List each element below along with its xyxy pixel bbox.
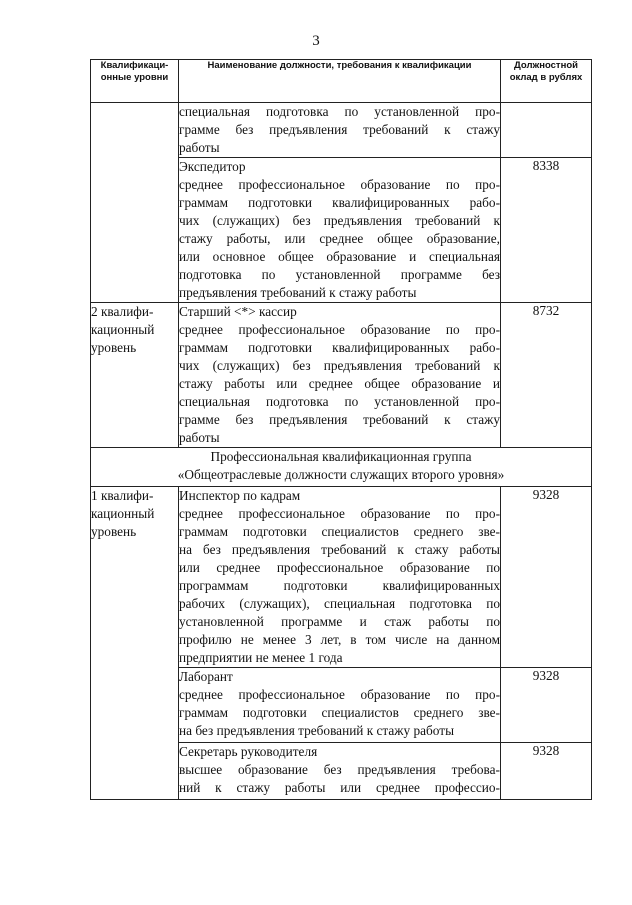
group-title: Профессиональная квалификационная группа — [210, 449, 472, 464]
desc-line: специальная подготовка по установленной про- — [179, 394, 500, 409]
desc-line: среднее профессиональное образование по про- — [179, 687, 500, 702]
desc-line: граммам подготовки квалифицированных рабо- — [179, 340, 500, 355]
salary-cell: 9328 — [501, 668, 592, 743]
group-subtitle: «Общеотраслевые должности служащих второго уровня» — [177, 467, 505, 482]
desc-line: или основное общее образование и специальная — [179, 249, 500, 264]
page-number: 3 — [312, 33, 320, 49]
description-cell — [179, 743, 501, 800]
desc-line: грамме без предъявления требований к стажу — [179, 122, 500, 137]
level-cell — [91, 303, 179, 448]
desc-line: граммам подготовки специалистов среднего зве- — [179, 524, 500, 539]
desc-line: специальная подготовка по установленной про- — [179, 104, 500, 119]
level-text: 1 квалифи- — [91, 488, 154, 503]
desc-line: на без предъявления требований к стажу работы — [179, 542, 500, 557]
desc-line: среднее профессиональное образование по про- — [179, 177, 500, 192]
table-row — [91, 303, 592, 448]
table-row — [91, 103, 592, 158]
salary-cell: 8338 — [501, 158, 592, 303]
salary-cell: 9328 — [501, 487, 592, 668]
desc-line: работы — [179, 140, 220, 155]
desc-line: или среднее профессиональное образование по — [179, 560, 500, 575]
desc-line: среднее профессиональное образование по про- — [179, 506, 500, 521]
desc-line: граммам подготовки специалистов среднего зве- — [179, 705, 500, 720]
header-salary — [501, 60, 592, 103]
position-title: Секретарь руководителя — [179, 744, 318, 759]
salary-cell: 9328 — [501, 743, 592, 800]
table-row — [91, 487, 592, 668]
desc-line: стажу работы или среднее общее образование и — [179, 376, 500, 391]
description-cell — [179, 668, 501, 743]
desc-line: работы — [179, 430, 220, 445]
level-text: кационный — [91, 322, 155, 337]
salary-cell — [501, 103, 592, 158]
position-title: Лаборант — [179, 669, 233, 684]
header-levels — [91, 60, 179, 103]
desc-line: предприятии не менее 1 года — [179, 650, 343, 665]
level-text: уровень — [91, 340, 137, 355]
desc-line: программам подготовки квалифицированных — [179, 578, 500, 593]
desc-line: чих (служащих) без предъявления требований к — [179, 358, 500, 373]
desc-line: среднее профессиональное образование по про- — [179, 322, 500, 337]
desc-line: профилю не менее 3 лет, в том числе на данном — [179, 632, 500, 647]
description-cell — [179, 487, 501, 668]
desc-line: на без предъявления требований к стажу работы — [179, 723, 455, 738]
header-text: онные уровни — [100, 72, 169, 83]
desc-line: рабочих (служащих), специальная подготовка по — [179, 596, 500, 611]
description-cell — [179, 103, 501, 158]
desc-line: чих (служащих) без предъявления требований к — [179, 213, 500, 228]
desc-line: грамме без предъявления требований к стажу — [179, 412, 500, 427]
level-text: кационный — [91, 506, 155, 521]
desc-line: подготовка по установленной программе без — [179, 267, 500, 282]
desc-line: стажу работы, или среднее общее образование, — [179, 231, 500, 246]
position-title: Экспедитор — [179, 159, 246, 174]
desc-line: высшее образование без предъявления требова- — [179, 762, 500, 777]
header-text: Должностной — [514, 60, 578, 71]
desc-line: предъявления требований к стажу работы — [179, 285, 417, 300]
level-cell — [91, 103, 179, 303]
description-cell — [179, 158, 501, 303]
salary-cell: 8732 — [501, 303, 592, 448]
level-text: уровень — [91, 524, 137, 539]
desc-line: установленной программе и стаж работы по — [179, 614, 500, 629]
group-row — [91, 448, 592, 487]
table-header-row — [91, 60, 592, 103]
header-position: Наименование должности, требования к квалификации — [179, 60, 501, 103]
header-text: оклад в рублях — [509, 72, 583, 83]
description-cell — [179, 303, 501, 448]
desc-line: граммам подготовки квалифицированных рабо- — [179, 195, 500, 210]
qualification-table — [90, 59, 592, 800]
group-heading — [91, 448, 592, 487]
desc-line: ний к стажу работы или среднее профессио- — [179, 780, 500, 795]
position-title: Инспектор по кадрам — [179, 488, 301, 503]
position-title: Старший <*> кассир — [179, 304, 297, 319]
level-cell — [91, 487, 179, 800]
level-text: 2 квалифи- — [91, 304, 154, 319]
header-text: Квалификаци- — [100, 60, 169, 71]
